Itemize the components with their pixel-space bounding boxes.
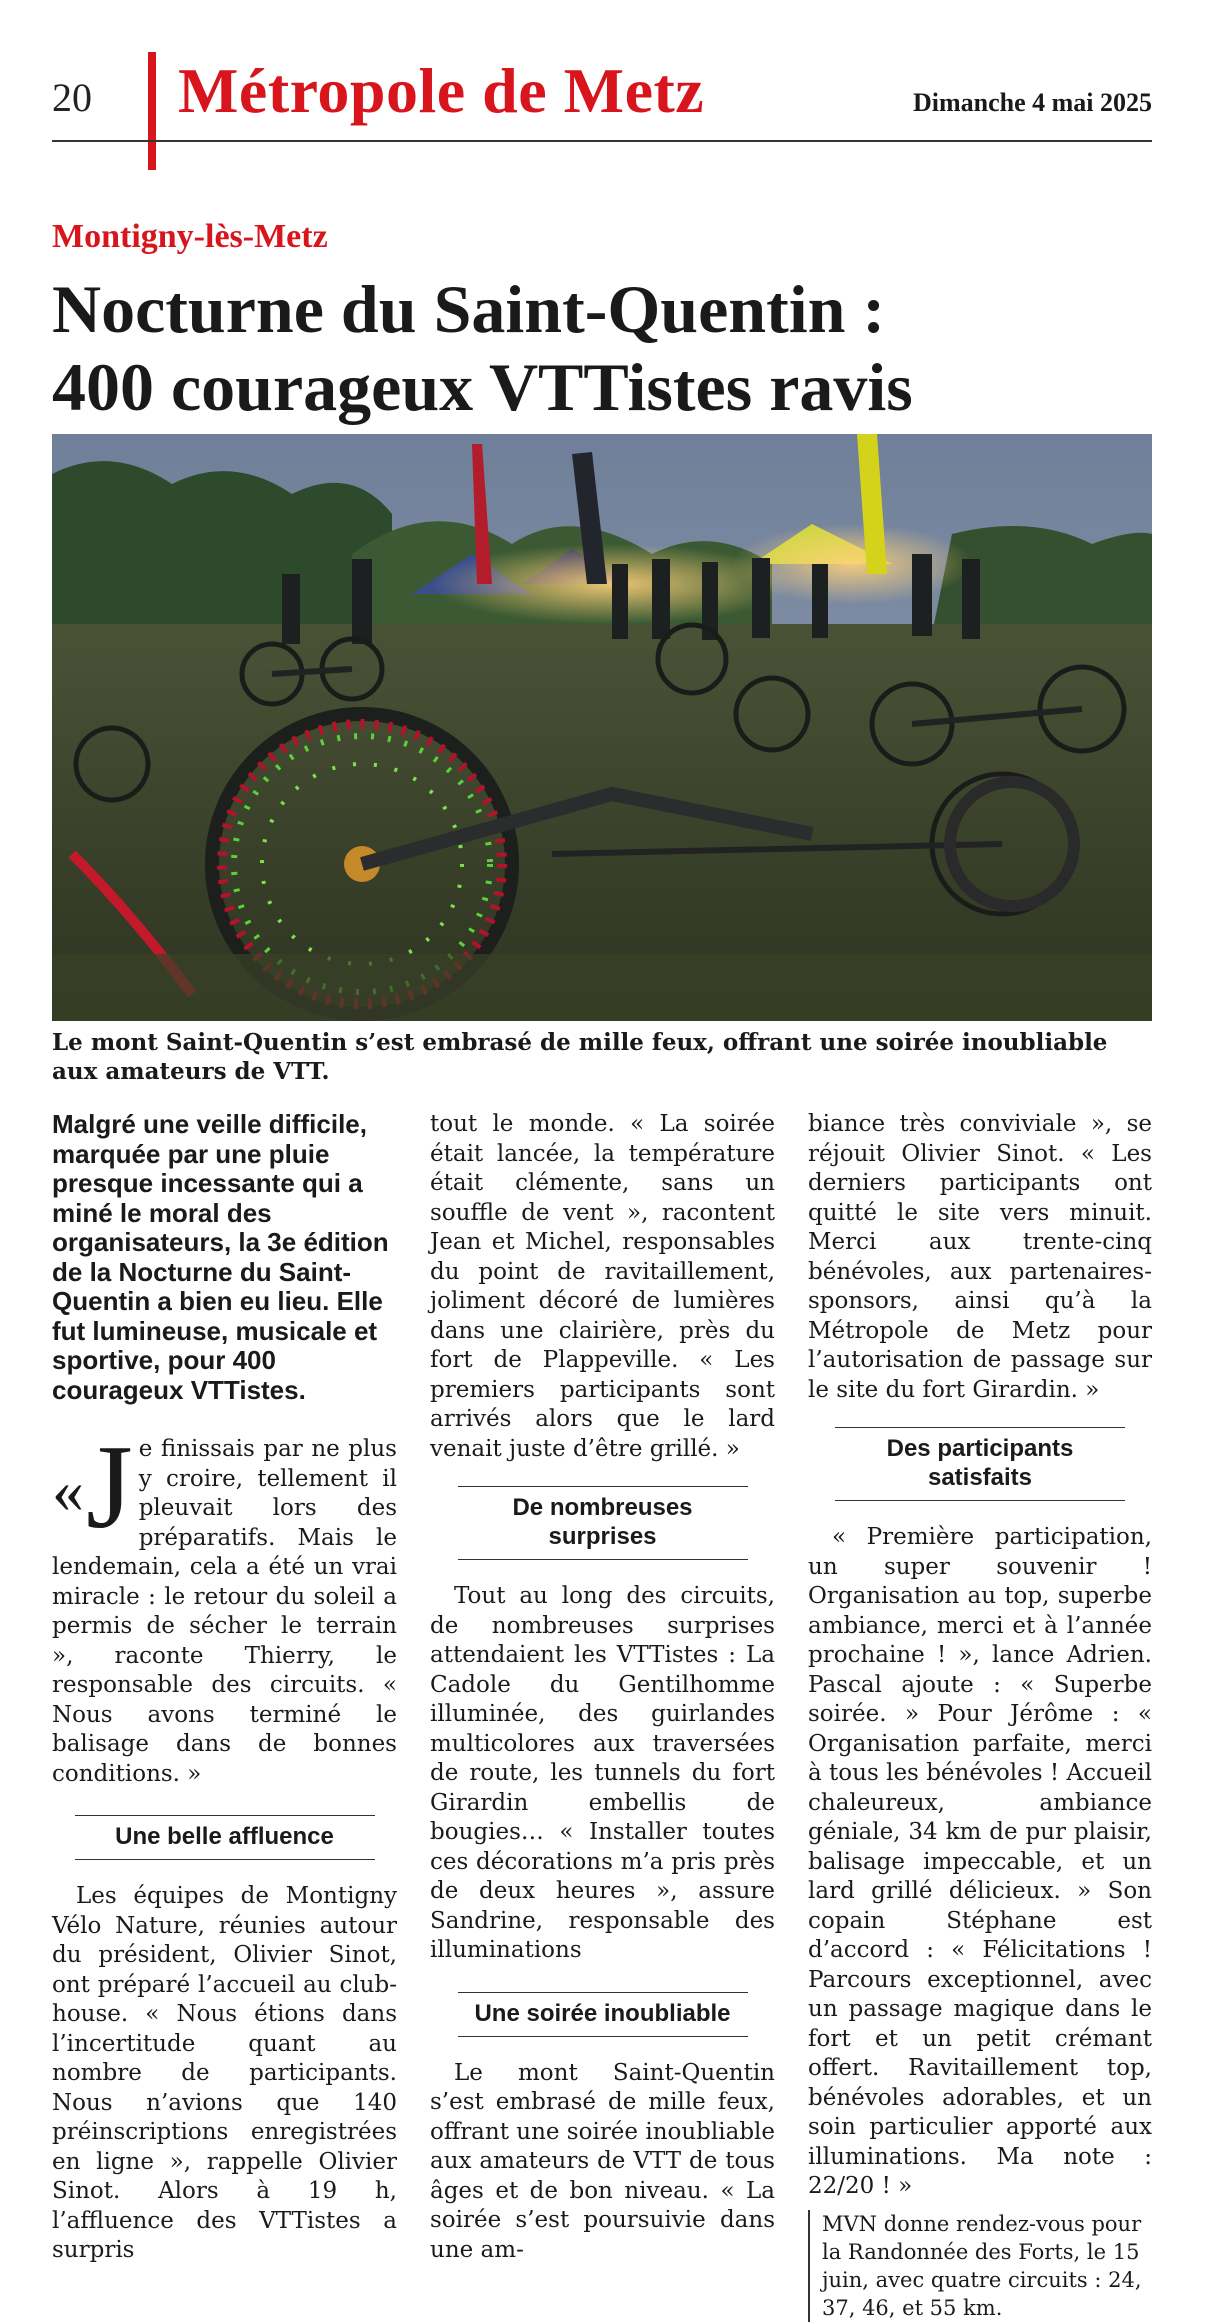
opening-quote (52, 1420, 397, 1789)
header-red-bar (148, 52, 156, 170)
headline-line-2: 400 courageux VTTistes ravis (52, 349, 913, 425)
subhead-surprises: De nombreuses surprises (458, 1486, 748, 1560)
article-photo (52, 434, 1152, 1021)
lead-paragraph: Malgré une veille difficile, marquée par une pluie presque incessante qui a miné le moral des organisateurs, la 3e édition de la Nocturne du Saint-Quentin a bien eu lieu. Elle fut lumineuse, musicale et sportive, pour 400 courageux VTTistes. (52, 1109, 389, 1405)
subhead-satisfaits: Des participants satisfaits (835, 1427, 1125, 1501)
issue-date: Dimanche 4 mai 2025 (912, 88, 1152, 117)
headline-line-1: Nocturne du Saint-Quentin : (52, 271, 886, 347)
info-note: MVN donne rendez-vous pour la Randonnée des Forts, le 15 juin, avec quatre circuits : 24, 37, 46, et 55 km. (808, 2210, 1152, 2322)
headline (52, 270, 1152, 426)
column-3 (808, 1110, 1152, 2322)
page-number: 20 (52, 75, 92, 120)
kicker: Montigny-lès-Metz (52, 218, 328, 255)
page-header (52, 44, 1152, 142)
column-1 (52, 1110, 397, 2266)
paragraph-col3: biance très conviviale », se réjouit Olivier Sinot. « Les derniers participants ont quitté le site vers minuit. Merci aux trente-cinq bénévoles, aux partenaires-sponsors, ainsi qu’à la Métropole de Metz pour l’autorisation de passage sur le site du fort Girardin. » (808, 1111, 1152, 1403)
paragraph-affluence: Les équipes de Montigny Vélo Nature, réunies autour du président, Olivier Sinot, ont préparé l’accueil au club-house. « Nous étions dans l’incertitude quant au nombre de participants. Nous n’avions que 140 préinscriptions enregistrées en ligne », rappelle Olivier Sinot. Alors à 19 h, l’affluence des VTTistes a surpris (52, 1883, 397, 2263)
drop-cap: J (86, 1420, 133, 1553)
bikes-at-night-photo (52, 434, 1152, 1021)
header-rule (52, 140, 1152, 142)
paragraph-soiree: Le mont Saint-Quentin s’est embrasé de mille feux, offrant une soirée inoubliable aux amateurs de VTT de tous âges et de bon niveau. « La soirée s’est poursuivie dans une am- (430, 2059, 776, 2263)
quote-body: e finissais par ne plus y croire, tellement il pleuvait lors des préparatifs. Mais le lendemain, cela a été un vrai miracle : le retour du soleil a permis de sécher le terrain », raconte Thierry, le responsable des circuits. « Nous avons terminé le balisage dans de bonnes conditions. » (52, 1436, 397, 1787)
section-title: Métropole de Metz (178, 55, 705, 126)
paragraph-col2: tout le monde. « La soirée était lancée, la température était clémente, sans un souffle de vent », racontent Jean et Michel, responsables du point de ravitaillement, joliment décoré de lumières dans une clairière, près du fort de Plappeville. « Les premiers participants sont arrivés alors que le lard venait juste d’être grillé. » (430, 1111, 775, 1462)
column-2 (430, 1110, 775, 2265)
newspaper-page (52, 0, 1152, 2320)
photo-caption: Le mont Saint-Quentin s’est embrasé de mille feux, offrant une soirée inoubliable aux amateurs de VTT. (52, 1029, 1108, 1085)
subhead-affluence: Une belle affluence (75, 1815, 375, 1860)
paragraph-surprises: Tout au long des circuits, de nombreuses surprises attendaient les VTTistes : La Cadole du Gentilhomme illuminée, des guirlandes multicolores aux traversées de route, les tunnels du fort Girardin embellis de bougies… « Installer toutes ces décorations m’a pris près de deux heures », assure Sandrine, responsable des illuminations (430, 1583, 775, 1963)
quote-mark: « (52, 1455, 84, 1526)
subhead-soiree: Une soirée inoubliable (458, 1992, 748, 2037)
paragraph-satisfaits: « Première participation, un super souvenir ! Organisation au top, superbe ambiance, merci et à l’année prochaine ! », lance Adrien. Pascal ajoute : « Superbe soirée. » Pour Jérôme : « Organisation parfaite, merci à tous les bénévoles ! Accueil chaleureux, ambiance géniale, 34 km de pur plaisir, balisage impeccable, et un lard grillé délicieux. » Son copain Stéphane est d’accord : « Félicitations ! Parcours exceptionnel, avec un passage magique dans le fort et un petit crémant offert. Ravitaillement top, bénévoles adorables, et un soin particulier apporté aux illuminations. Ma note : 22/20 ! » (808, 1524, 1152, 2199)
